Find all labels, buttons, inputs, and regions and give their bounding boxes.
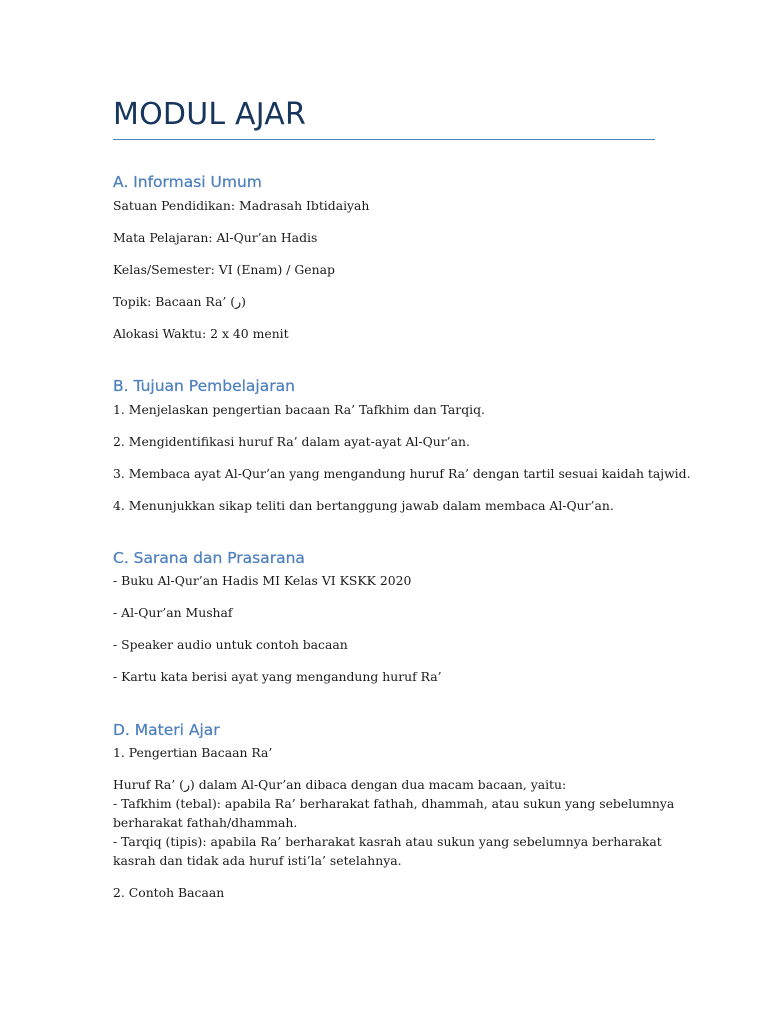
- info-kelas-semester: Kelas/Semester: VI (Enam) / Genap: [113, 262, 335, 277]
- title-divider: [113, 139, 655, 140]
- tujuan-item-3: 3. Membaca ayat Al-Qur’an yang mengandung huruf Ra’ dengan tartil sesuai kaidah tajwid.: [113, 466, 691, 481]
- materi-paragraph-tafkhim: - Tafkhim (tebal): apabila Ra’ berharakat fathah, dhammah, atau sukun yang sebelumnya: [113, 796, 675, 811]
- section-heading-tujuan-pembelajaran: B. Tujuan Pembelajaran: [113, 377, 295, 395]
- section-heading-informasi-umum: A. Informasi Umum: [113, 173, 262, 191]
- info-alokasi-waktu: Alokasi Waktu: 2 x 40 menit: [113, 326, 289, 341]
- materi-subheading-contoh: 2. Contoh Bacaan: [113, 885, 225, 900]
- materi-paragraph-tarqiq: - Tarqiq (tipis): apabila Ra’ berharakat kasrah atau sukun yang sebelumnya berharakat: [113, 834, 662, 849]
- sarana-item-mushaf: - Al-Qur’an Mushaf: [113, 605, 233, 620]
- materi-paragraph-tarqiq-cont: kasrah dan tidak ada huruf isti’la’ setelahnya.: [113, 853, 402, 868]
- materi-subheading-pengertian: 1. Pengertian Bacaan Ra’: [113, 745, 273, 760]
- materi-paragraph-intro: Huruf Ra’ (ر) dalam Al-Qur’an dibaca dengan dua macam bacaan, yaitu:: [113, 777, 567, 792]
- info-satuan-pendidikan: Satuan Pendidikan: Madrasah Ibtidaiyah: [113, 198, 370, 213]
- materi-paragraph-tafkhim-cont: berharakat fathah/dhammah.: [113, 815, 298, 830]
- info-mata-pelajaran: Mata Pelajaran: Al-Qur’an Hadis: [113, 230, 318, 245]
- sarana-item-kartu-kata: - Kartu kata berisi ayat yang mengandung huruf Ra’: [113, 669, 442, 684]
- document-title: MODUL AJAR: [113, 97, 307, 132]
- sarana-item-buku: - Buku Al-Qur’an Hadis MI Kelas VI KSKK 2020: [113, 573, 412, 588]
- section-heading-sarana-prasarana: C. Sarana dan Prasarana: [113, 549, 305, 567]
- info-topik: Topik: Bacaan Ra’ (ر): [113, 294, 246, 309]
- sarana-item-speaker: - Speaker audio untuk contoh bacaan: [113, 637, 348, 652]
- tujuan-item-1: 1. Menjelaskan pengertian bacaan Ra’ Tafkhim dan Tarqiq.: [113, 402, 485, 417]
- tujuan-item-2: 2. Mengidentifikasi huruf Ra’ dalam ayat-ayat Al-Qur’an.: [113, 434, 470, 449]
- tujuan-item-4: 4. Menunjukkan sikap teliti dan bertanggung jawab dalam membaca Al-Qur’an.: [113, 498, 614, 513]
- section-heading-materi-ajar: D. Materi Ajar: [113, 721, 220, 739]
